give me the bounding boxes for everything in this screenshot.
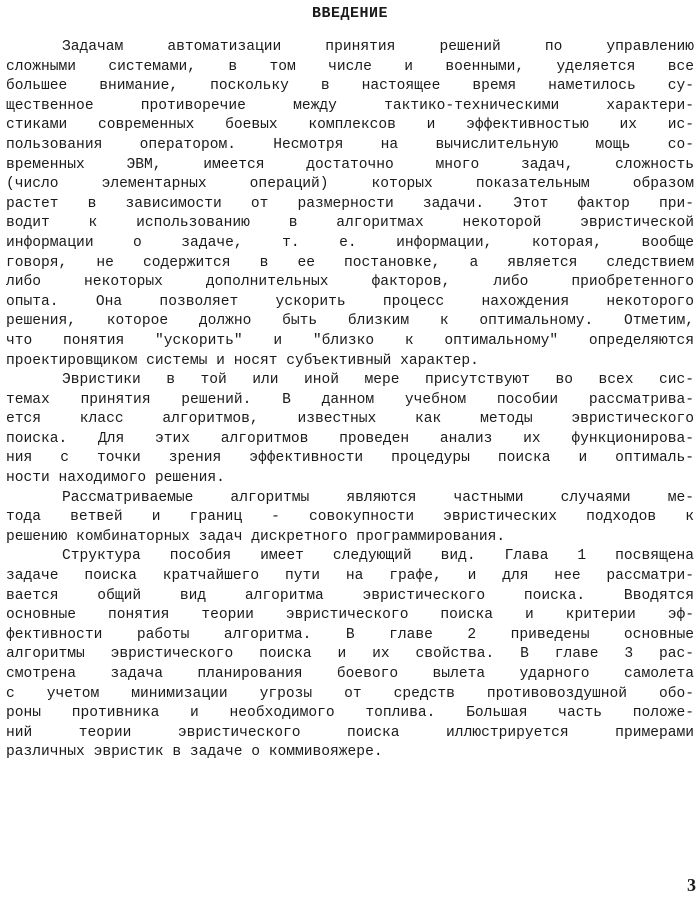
text-line: задаче поиска кратчайшего пути на графе, и для нее рассматри- (6, 568, 694, 585)
text-line: пользования оператором. Несмотря на вычислительную мощь со- (6, 136, 694, 153)
page-title: ВВЕДЕНИЕ (311, 5, 388, 22)
text-line: растет в зависимости от размерности задачи. Этот фактор при- (6, 195, 694, 212)
text-line: ется класс алгоритмов, известных как методы эвристического (6, 411, 694, 428)
body-text (6, 38, 694, 763)
text-line: роны противника и необходимого топлива. Большая часть положе- (6, 705, 694, 722)
text-line: алгоритмы эвристического поиска и их свойства. В главе 3 рас- (6, 646, 694, 663)
text-line: большее внимание, поскольку в настоящее время наметилось су- (6, 78, 694, 95)
text-line: тода ветвей и границ - совокупности эвристических подходов к (6, 509, 694, 526)
text-line: говоря, не содержится в ее постановке, а является следствием (6, 254, 694, 271)
text-line: основные понятия теории эвристического поиска и критерии эф- (6, 607, 694, 624)
text-line: щественное противоречие между тактико-техническими характери- (6, 97, 694, 114)
text-line: решению комбинаторных задач дискретного программирования. (6, 528, 506, 545)
text-line: стиками современных боевых комплексов и эффективностью их ис- (6, 117, 694, 134)
text-line: сложными системами, в том числе и военными, уделяется все (6, 58, 694, 75)
text-line: Эвристики в той или иной мере присутствуют во всех сис- (62, 372, 694, 389)
text-line: темах принятия решений. В данном учебном пособии рассматрива- (6, 391, 694, 408)
text-line: проектировщиком системы и носят субъективный характер. (6, 352, 479, 369)
text-line: вается общий вид алгоритма эвристического поиска. Вводятся (6, 587, 694, 604)
text-line: что понятия "ускорить" и "близко к оптимальному" определяются (6, 332, 694, 349)
text-line: ния с точки зрения эффективности процедуры поиска и оптималь- (6, 450, 694, 467)
text-line: Задачам автоматизации принятия решений по управлению (62, 39, 694, 55)
page-number: 3 (687, 875, 696, 895)
text-line: ности находимого решения. (6, 470, 225, 487)
text-line: поиска. Для этих алгоритмов проведен анализ их функционирова- (6, 430, 694, 447)
text-line: Рассматриваемые алгоритмы являются частными случаями ме- (62, 489, 694, 506)
text-line: информации о задаче, т. е. информации, которая, вообще (6, 234, 694, 251)
paragraph (6, 489, 694, 548)
paragraph (6, 371, 694, 489)
text-line: фективности работы алгоритма. В главе 2 приведены основные (6, 626, 694, 643)
text-line: временных ЭВМ, имеется достаточно много задач, сложность (6, 156, 694, 173)
text-line: Структура пособия имеет следующий вид. Глава 1 посвящена (62, 548, 694, 565)
text-line: смотрена задача планирования боевого вылета ударного самолета (6, 666, 694, 682)
text-line: водит к использованию в алгоритмах некоторой эвристической (6, 215, 694, 232)
text-line: решения, которое должно быть близким к оптимальному. Отметим, (6, 313, 694, 330)
text-line: (число элементарных операций) которых показательным образом (6, 176, 694, 193)
text-line: опыта. Она позволяет ускорить процесс нахождения некоторого (6, 293, 694, 310)
text-line: различных эвристик в задаче о коммивояжере. (6, 744, 383, 761)
text-line: ний теории эвристического поиска иллюстрируется примерами (6, 724, 694, 741)
text-line: либо некоторых дополнительных факторов, либо приобретенного (6, 274, 694, 291)
paragraph (6, 38, 694, 371)
paragraph (6, 547, 694, 763)
text-line: с учетом минимизации угрозы от средств противовоздушной обо- (6, 685, 694, 702)
